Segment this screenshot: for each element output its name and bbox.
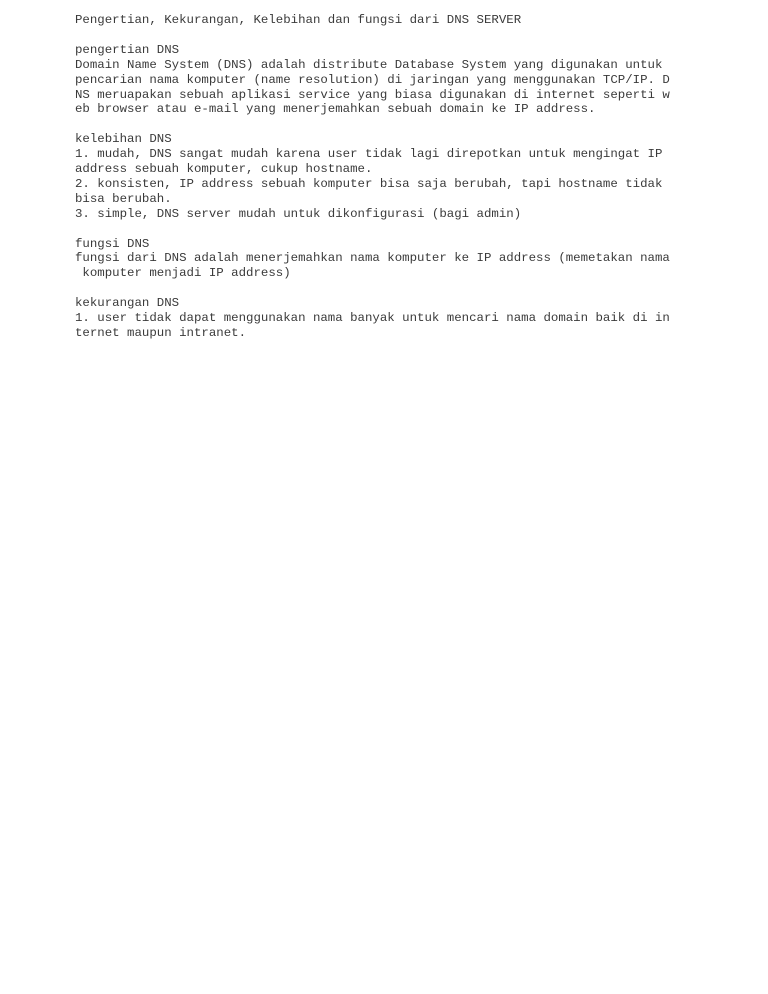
document-page <box>75 13 715 341</box>
section-heading: pengertian DNS <box>75 42 180 57</box>
section-line: eb browser atau e-mail yang menerjemahkan sebuah domain ke IP address. <box>75 102 596 117</box>
section-line: komputer menjadi IP address) <box>75 266 291 281</box>
section-heading: fungsi DNS <box>75 236 150 251</box>
document-title: Pengertian, Kekurangan, Kelebihan dan fungsi dari DNS SERVER <box>75 13 522 27</box>
section-kelebihan <box>75 132 715 221</box>
section-kekurangan <box>75 296 715 341</box>
section-line: pencarian nama komputer (name resolution) di jaringan yang menggunakan TCP/IP. D <box>75 72 670 87</box>
section-line: address sebuah komputer, cukup hostname. <box>75 162 373 177</box>
section-fungsi <box>75 237 715 282</box>
section-line: 3. simple, DNS server mudah untuk dikonfigurasi (bagi admin) <box>75 206 522 221</box>
section-line: fungsi dari DNS adalah menerjemahkan nama komputer ke IP address (memetakan nama <box>75 251 670 266</box>
spacer <box>75 28 715 43</box>
section-line: Domain Name System (DNS) adalah distribute Database System yang digunakan untuk <box>75 57 663 72</box>
spacer <box>75 222 715 237</box>
section-heading: kekurangan DNS <box>75 296 180 311</box>
section-heading: kelebihan DNS <box>75 132 172 147</box>
section-line: 1. mudah, DNS sangat mudah karena user tidak lagi direpotkan untuk mengingat IP <box>75 147 663 162</box>
spacer <box>75 117 715 132</box>
section-pengertian <box>75 43 715 118</box>
section-line: ternet maupun intranet. <box>75 325 247 340</box>
section-line: NS meruapakan sebuah aplikasi service yang biasa digunakan di internet seperti w <box>75 87 670 102</box>
spacer <box>75 281 715 296</box>
section-line: bisa berubah. <box>75 191 172 206</box>
section-line: 2. konsisten, IP address sebuah komputer bisa saja berubah, tapi hostname tidak <box>75 176 663 191</box>
section-line: 1. user tidak dapat menggunakan nama banyak untuk mencari nama domain baik di in <box>75 311 670 326</box>
